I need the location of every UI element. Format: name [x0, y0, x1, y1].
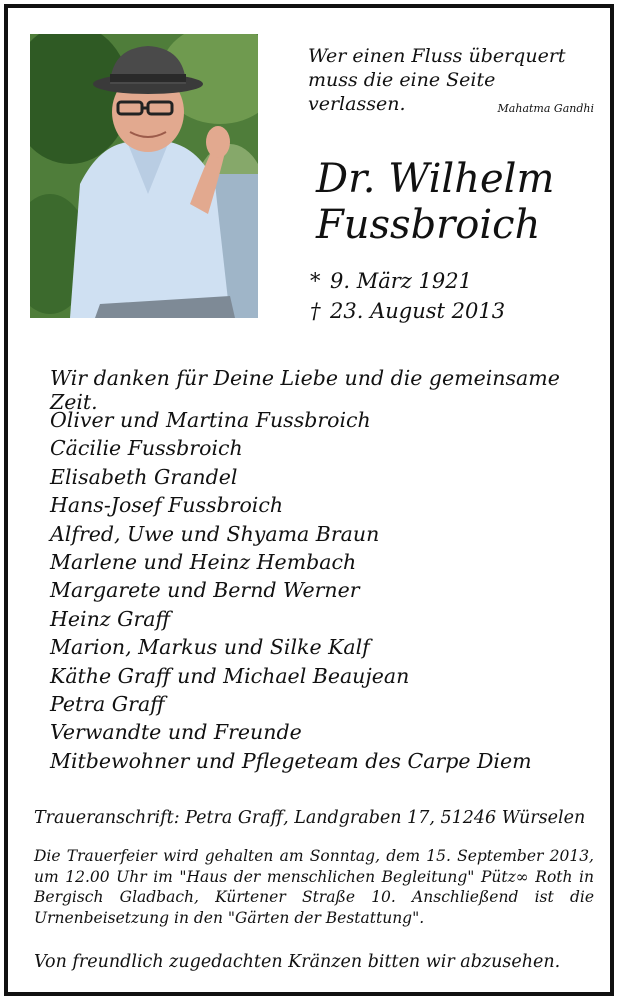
death-date: 23. August 2013	[330, 299, 506, 323]
closing-note: Von freundlich zugedachten Kränzen bitten wir abzusehen.	[34, 952, 561, 972]
list-item: Petra Graff	[50, 692, 165, 717]
quote-line-2: muss die eine Seite verlassen.	[308, 69, 496, 115]
portrait-photo	[30, 34, 258, 318]
thanks-line: Wir danken für Deine Liebe und die gemeinsame Zeit.	[50, 366, 560, 414]
list-item: Alfred, Uwe und Shyama Braun	[50, 521, 380, 546]
portrait-illustration	[30, 34, 258, 318]
mourners-list	[50, 406, 600, 775]
name-line-1: Dr. Wilhelm	[316, 156, 555, 202]
ceremony-details: Die Trauerfeier wird gehalten am Sonntag, dem 15. September 2013, um 12.00 Uhr im "Haus der menschlichen Begleitung" Pütz∞ Roth in Bergisch Gladbach, Kürtener Straße 10. Anschließend ist die Urnenbeisetzung in den "Gärten der Bestattung".	[34, 847, 594, 927]
list-item: Margarete und Bernd Werner	[50, 578, 360, 603]
list-item: Cäcilie Fussbroich	[50, 436, 243, 461]
deceased-name	[316, 156, 606, 248]
list-item: Käthe Graff und Michael Beaujean	[50, 663, 410, 688]
list-item: Heinz Graff	[50, 606, 171, 631]
birth-date: 9. März 1921	[330, 269, 472, 293]
quote-author: Mahatma Gandhi	[497, 102, 594, 115]
list-item: Oliver und Martina Fussbroich	[50, 408, 371, 432]
list-item: Marion, Markus und Silke Kalf	[50, 635, 370, 660]
birth-star-icon: *	[310, 269, 321, 293]
list-item: Elisabeth Grandel	[50, 464, 238, 489]
list-item: Hans-Josef Fussbroich	[50, 493, 284, 518]
obituary-notice	[4, 4, 614, 996]
list-item: Mitbewohner und Pflegeteam des Carpe Diem	[50, 748, 532, 773]
mourning-address: Traueranschrift: Petra Graff, Landgraben 17, 51246 Würselen	[34, 808, 586, 828]
death-cross-icon: †	[310, 299, 321, 323]
quote-line-1: Wer einen Fluss überquert	[308, 45, 566, 67]
life-dates	[310, 266, 610, 326]
list-item: Verwandte und Freunde	[50, 720, 302, 745]
birth-date-row	[310, 266, 610, 296]
list-item: Marlene und Heinz Hembach	[50, 550, 357, 575]
death-date-row	[310, 296, 610, 326]
name-line-2: Fussbroich	[316, 202, 541, 248]
